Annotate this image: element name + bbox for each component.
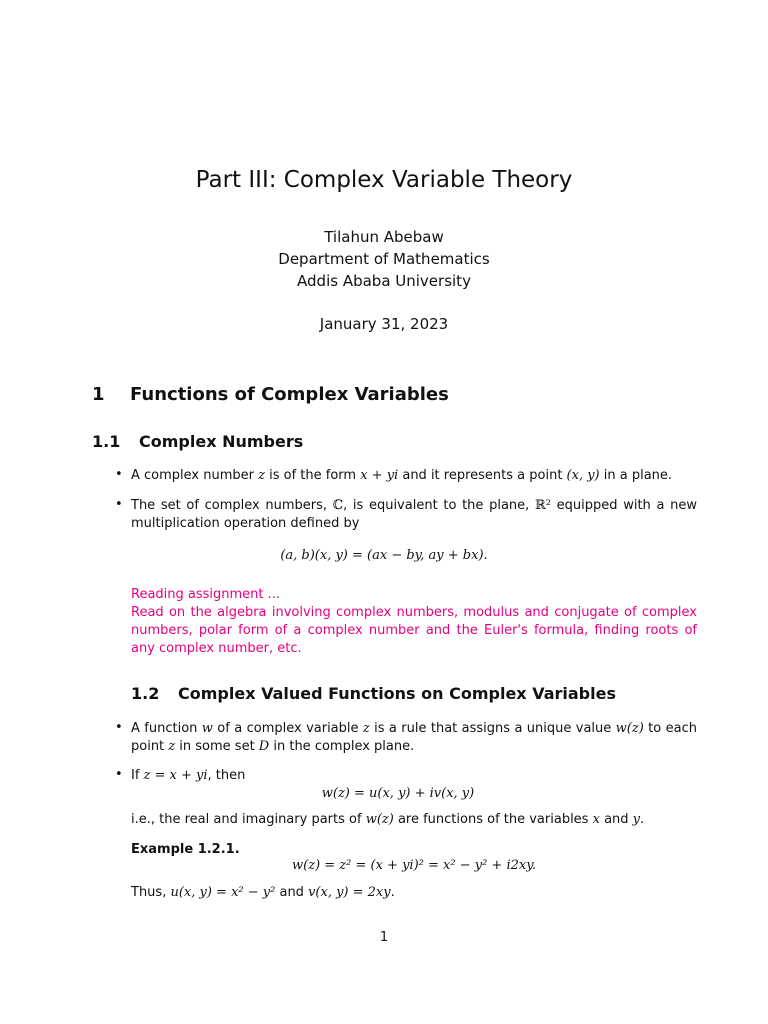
text: If xyxy=(131,768,144,783)
paper-title: Part III: Complex Variable Theory xyxy=(195,167,573,193)
paper-date: January 31, 2023 xyxy=(319,315,449,333)
text: are functions of the variables xyxy=(393,812,593,827)
math: z = x + yi xyxy=(143,768,208,783)
subsection-heading xyxy=(131,684,616,703)
math: v(x, y) = 2xy xyxy=(308,885,391,900)
text: The set of complex numbers, xyxy=(131,498,333,513)
list-item xyxy=(131,720,697,756)
subsection-number: 1.2 xyxy=(131,684,160,703)
author-university: Addis Ababa University xyxy=(297,272,471,290)
text: of a complex variable xyxy=(212,721,363,736)
author-department: Department of Mathematics xyxy=(278,250,490,268)
bullet-icon: • xyxy=(115,767,123,782)
math: w(z) xyxy=(365,812,394,827)
math: x + yi xyxy=(360,468,399,483)
subsection-title: Complex Numbers xyxy=(139,432,304,451)
author-name: Tilahun Abebaw xyxy=(324,228,444,246)
text: is a rule that assigns a unique value xyxy=(369,721,616,736)
section-number: 1 xyxy=(92,384,105,405)
subsection-number: 1.1 xyxy=(92,432,121,451)
text: in a plane. xyxy=(599,468,673,483)
text: A function xyxy=(131,721,202,736)
list-item xyxy=(131,497,697,533)
math: w(z) xyxy=(615,721,644,736)
math: ℝ² xyxy=(534,498,551,513)
text: in the complex plane. xyxy=(269,739,415,754)
math: z xyxy=(362,721,370,736)
bullet-icon: • xyxy=(115,467,123,482)
example-label: Example 1.2.1. xyxy=(131,842,240,857)
example-equation: w(z) = z² = (x + yi)² = x² − y² + i2xy. xyxy=(292,858,536,873)
math: D xyxy=(258,739,270,754)
reading-text: Read on the algebra involving complex numbers, modulus and conjugate of complex numbers, polar form of a complex number and the Euler's formula, finding roots of any complex number, etc. xyxy=(131,605,697,656)
reading-heading: Reading assignment ... xyxy=(131,587,281,602)
text: i.e., the real and imaginary parts of xyxy=(131,812,366,827)
section-heading xyxy=(92,384,449,405)
math: w xyxy=(201,721,213,736)
text: , is equivalent to the plane, xyxy=(343,498,535,513)
text: in some set xyxy=(175,739,259,754)
text: . xyxy=(390,885,395,900)
list-item xyxy=(131,467,697,485)
math: z xyxy=(168,739,176,754)
math: y xyxy=(632,812,641,827)
text: equipped with a new multiplication operation defined by xyxy=(131,498,697,531)
text: A complex number xyxy=(131,468,259,483)
text: and it represents a point xyxy=(398,468,567,483)
math: ℂ xyxy=(332,498,344,513)
list-item xyxy=(131,767,245,785)
example-conclusion xyxy=(131,884,395,902)
text: and xyxy=(275,885,309,900)
bullet-icon: • xyxy=(115,497,123,512)
text: is of the form xyxy=(264,468,361,483)
equation: w(z) = u(x, y) + iv(x, y) xyxy=(321,786,475,801)
section-title: Functions of Complex Variables xyxy=(130,384,449,405)
page-number: 1 xyxy=(379,930,389,945)
math: (x, y) xyxy=(566,468,600,483)
text: and xyxy=(599,812,633,827)
subsection-heading xyxy=(92,432,303,451)
math: x xyxy=(592,812,600,827)
text: . xyxy=(640,812,645,827)
math: z xyxy=(258,468,265,483)
subsection-title: Complex Valued Functions on Complex Variables xyxy=(178,684,616,703)
text: , then xyxy=(207,768,246,783)
math: u(x, y) = x² − y² xyxy=(170,885,276,900)
text: to each point xyxy=(131,721,697,754)
text: Thus, xyxy=(131,885,171,900)
equation: (a, b)(x, y) = (ax − by, ay + bx). xyxy=(280,548,488,563)
bullet-icon: • xyxy=(115,720,123,735)
explanation-line xyxy=(131,811,644,829)
